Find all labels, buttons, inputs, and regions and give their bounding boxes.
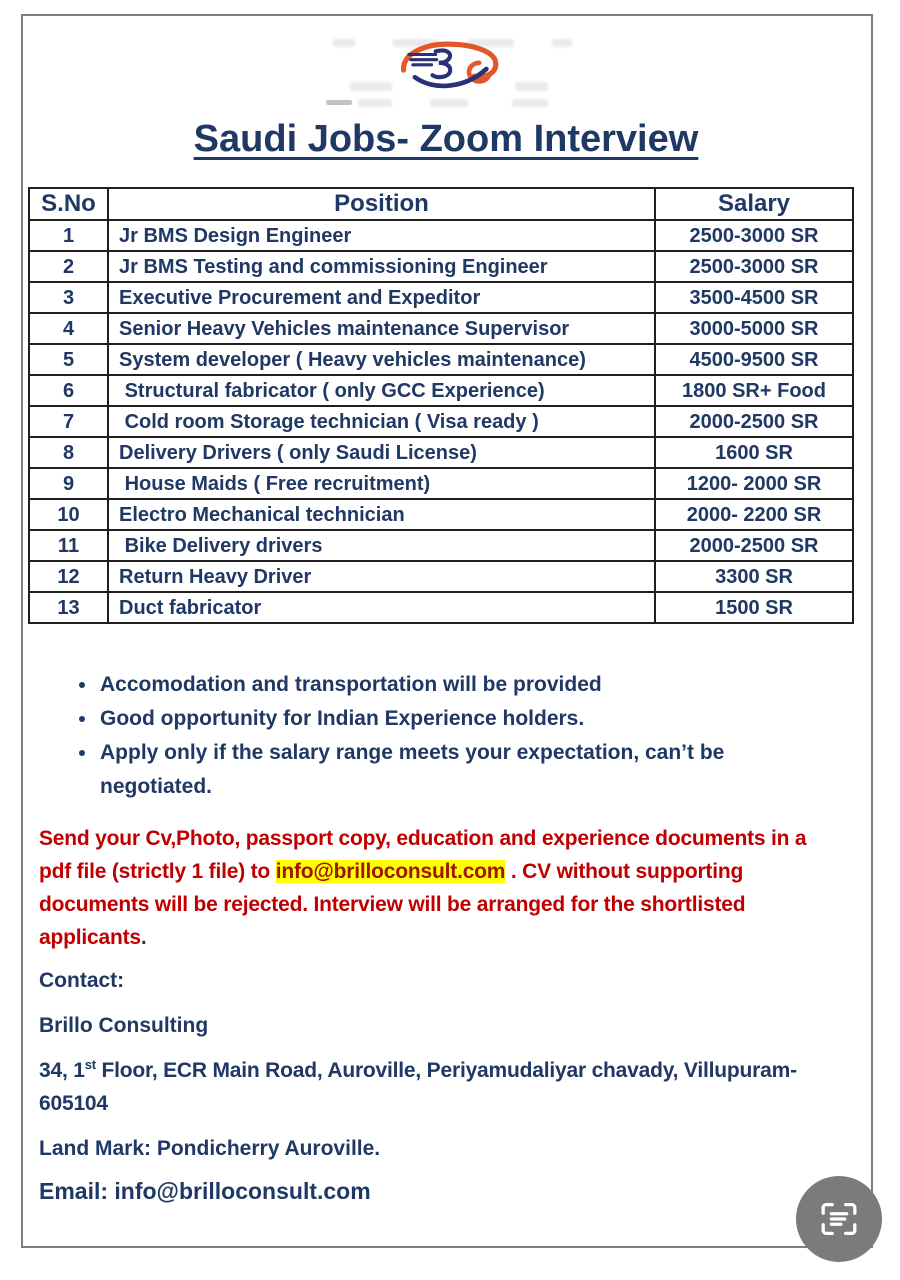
cell-salary: 2500-3000 SR (655, 251, 853, 282)
list-item (98, 702, 840, 736)
cell-sno: 12 (29, 561, 108, 592)
table-row (29, 344, 853, 375)
cell-salary: 1500 SR (655, 592, 853, 623)
notice-line: Send your Cv,Photo, passport copy, education and experience documents in a (39, 827, 807, 850)
notes-list (62, 668, 840, 804)
table-row (29, 468, 853, 499)
table-row (29, 282, 853, 313)
cell-sno: 10 (29, 499, 108, 530)
cell-salary: 1200- 2000 SR (655, 468, 853, 499)
table-header-row (29, 188, 853, 220)
cell-salary: 2500-3000 SR (655, 220, 853, 251)
cell-sno: 9 (29, 468, 108, 499)
table-row (29, 375, 853, 406)
cell-salary: 3500-4500 SR (655, 282, 853, 313)
table-row (29, 530, 853, 561)
cell-salary: 1800 SR+ Food (655, 375, 853, 406)
cell-position: System developer ( Heavy vehicles maintenance) (108, 344, 655, 375)
cell-position: Return Heavy Driver (108, 561, 655, 592)
col-header-sno: S.No (29, 188, 108, 220)
cell-sno: 11 (29, 530, 108, 561)
col-header-position: Position (108, 188, 655, 220)
jobs-table (28, 187, 854, 624)
cell-position: Jr BMS Design Engineer (108, 220, 655, 251)
table-row (29, 251, 853, 282)
company-address (39, 1054, 875, 1120)
highlighted-email: info@brilloconsult.com (275, 860, 506, 883)
cell-salary: 2000-2500 SR (655, 406, 853, 437)
col-header-salary: Salary (655, 188, 853, 220)
watermark-fragment (552, 39, 572, 47)
watermark-fragment (515, 82, 548, 91)
address-text: Floor, ECR Main Road, Auroville, Periyamudaliyar chavady, Villupuram- (95, 1059, 797, 1082)
cell-sno: 1 (29, 220, 108, 251)
page-title: Saudi Jobs- Zoom Interview (193, 118, 699, 160)
email-line: Email: info@brilloconsult.com (39, 1178, 371, 1204)
cell-position: Senior Heavy Vehicles maintenance Supervisor (108, 313, 655, 344)
table-row (29, 437, 853, 468)
bullet-text-line2: negotiated. (100, 775, 213, 798)
cell-position: Structural fabricator ( only GCC Experience) (108, 375, 655, 406)
list-item (98, 736, 840, 804)
cell-position: Executive Procurement and Expeditor (108, 282, 655, 313)
landmark-text: Land Mark: Pondicherry Auroville. (39, 1137, 381, 1160)
scan-button[interactable] (796, 1176, 882, 1262)
contact-label: Contact: (39, 969, 125, 992)
bc-logo-icon (388, 40, 504, 94)
cell-sno: 6 (29, 375, 108, 406)
address-text: 34, 1 (39, 1059, 85, 1082)
address-line2: 605104 (39, 1092, 108, 1115)
notice-text: pdf file (strictly 1 file) to (39, 860, 276, 883)
cell-sno: 3 (29, 282, 108, 313)
brillo-consulting-logo (388, 40, 504, 96)
cell-sno: 8 (29, 437, 108, 468)
notice-line: documents will be rejected. Interview will be arranged for the shortlisted (39, 893, 746, 916)
table-row (29, 499, 853, 530)
cell-salary: 3300 SR (655, 561, 853, 592)
cell-sno: 4 (29, 313, 108, 344)
table-row (29, 406, 853, 437)
cell-salary: 4500-9500 SR (655, 344, 853, 375)
notice-text: applicants (39, 926, 141, 949)
cell-sno: 5 (29, 344, 108, 375)
list-item (98, 668, 840, 702)
cell-salary: 2000-2500 SR (655, 530, 853, 561)
watermark-fragment (350, 82, 392, 91)
application-instructions (39, 822, 875, 954)
cell-salary: 3000-5000 SR (655, 313, 853, 344)
table-row (29, 313, 853, 344)
cell-position: Electro Mechanical technician (108, 499, 655, 530)
bullet-text: Apply only if the salary range meets your expectation, can’t be (100, 741, 725, 764)
table-row (29, 561, 853, 592)
cell-salary: 2000- 2200 SR (655, 499, 853, 530)
cell-position: Jr BMS Testing and commissioning Engineer (108, 251, 655, 282)
bullet-text: Good opportunity for Indian Experience holders. (100, 707, 585, 730)
notice-line (39, 855, 875, 888)
notice-line (39, 921, 875, 954)
cell-position: Duct fabricator (108, 592, 655, 623)
address-superscript: st (84, 1057, 96, 1072)
company-name: Brillo Consulting (39, 1014, 209, 1037)
notice-text: . CV without supporting (505, 860, 744, 883)
cell-salary: 1600 SR (655, 437, 853, 468)
watermark-fragment (512, 99, 548, 107)
cell-position: House Maids ( Free recruitment) (108, 468, 655, 499)
scan-text-icon (816, 1196, 862, 1242)
cell-sno: 13 (29, 592, 108, 623)
cell-position: Bike Delivery drivers (108, 530, 655, 561)
watermark-fragment (358, 99, 392, 107)
watermark-fragment (326, 100, 352, 105)
notice-period: . (140, 926, 147, 949)
watermark-fragment (430, 99, 468, 107)
cell-sno: 2 (29, 251, 108, 282)
bullet-text: Accomodation and transportation will be provided (100, 673, 602, 696)
watermark-fragment (333, 39, 355, 47)
cell-position: Cold room Storage technician ( Visa ready ) (108, 406, 655, 437)
cell-sno: 7 (29, 406, 108, 437)
table-row (29, 220, 853, 251)
table-row (29, 592, 853, 623)
cell-position: Delivery Drivers ( only Saudi License) (108, 437, 655, 468)
